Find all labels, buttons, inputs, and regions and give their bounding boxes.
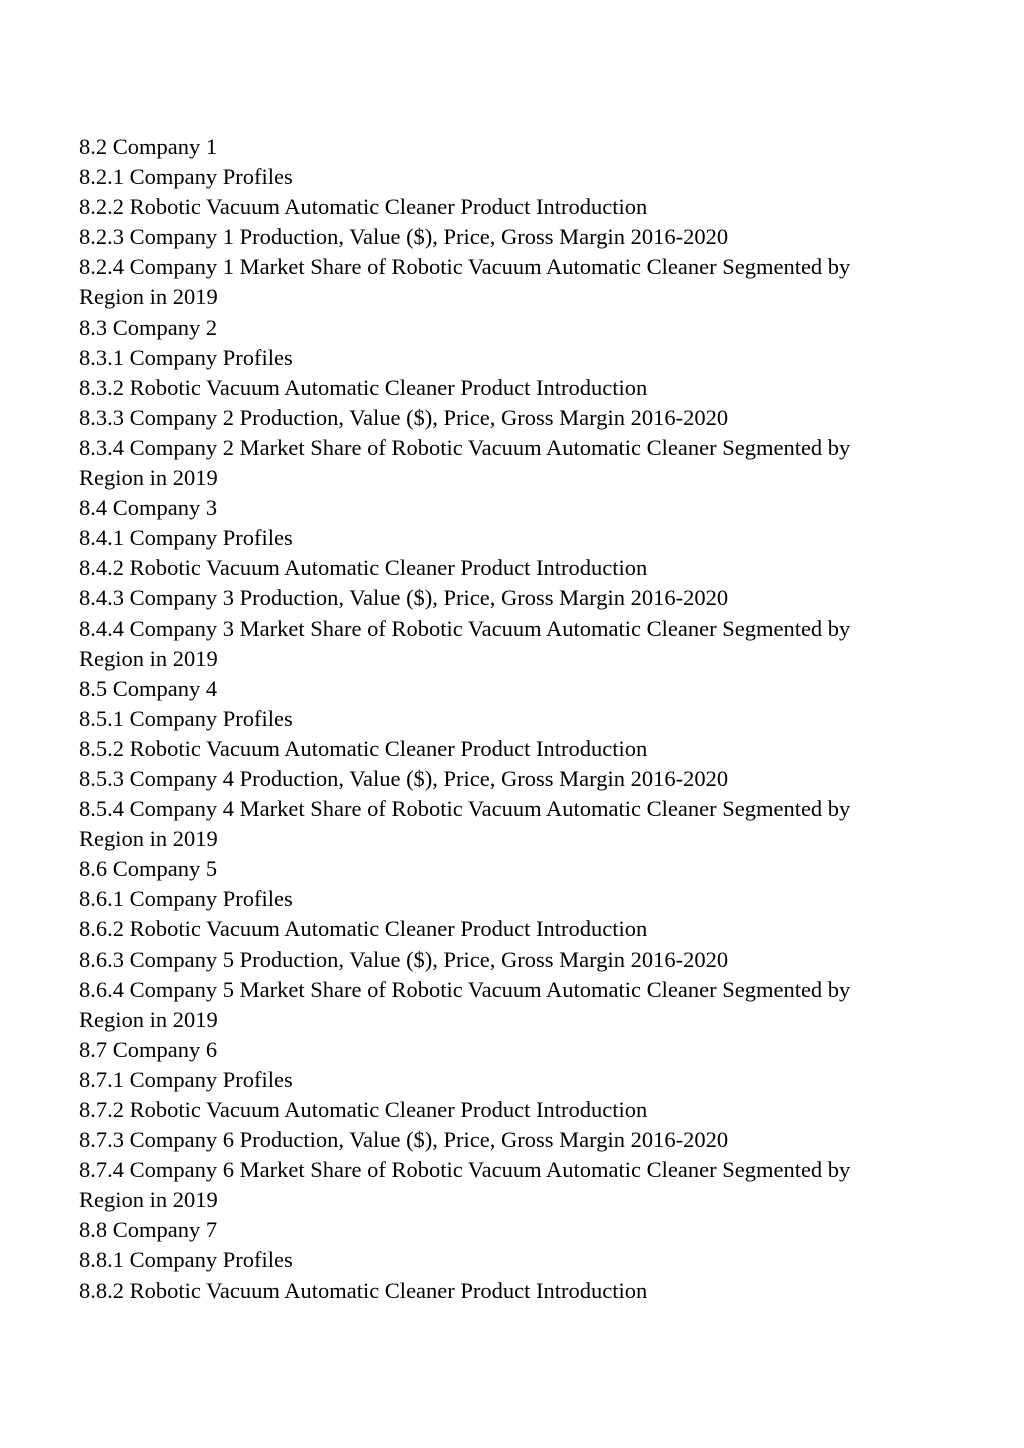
- toc-entry: 8.5.2 Robotic Vacuum Automatic Cleaner Product Introduction: [79, 735, 648, 761]
- toc-entry: 8.6.4 Company 5 Market Share of Robotic Vacuum Automatic Cleaner Segmented by: [79, 976, 851, 1002]
- toc-entry: 8.3.4 Company 2 Market Share of Robotic Vacuum Automatic Cleaner Segmented by: [79, 434, 851, 460]
- toc-entry-continuation: Region in 2019: [79, 1006, 218, 1032]
- toc-entry: 8.4 Company 3: [79, 495, 218, 521]
- toc-entry: 8.2.3 Company 1 Production, Value ($), Price, Gross Margin 2016-2020: [79, 224, 729, 250]
- toc-entry: 8.8.1 Company Profiles: [79, 1247, 293, 1273]
- toc-entry: 8.8.2 Robotic Vacuum Automatic Cleaner Product Introduction: [79, 1277, 648, 1303]
- toc-entry: 8.5.1 Company Profiles: [79, 705, 293, 731]
- toc-entry-continuation: Region in 2019: [79, 465, 218, 491]
- toc-entry: 8.6.3 Company 5 Production, Value ($), Price, Gross Margin 2016-2020: [79, 946, 729, 972]
- toc-entry: 8.4.1 Company Profiles: [79, 525, 293, 551]
- toc-entry: 8.3.3 Company 2 Production, Value ($), Price, Gross Margin 2016-2020: [79, 404, 729, 430]
- toc-entry-continuation: Region in 2019: [79, 1187, 218, 1213]
- toc-entry: 8.3.2 Robotic Vacuum Automatic Cleaner Product Introduction: [79, 374, 648, 400]
- toc-entry: 8.7.3 Company 6 Production, Value ($), Price, Gross Margin 2016-2020: [79, 1127, 729, 1153]
- toc-entry: 8.6 Company 5: [79, 856, 218, 882]
- toc-entry: 8.2.1 Company Profiles: [79, 164, 293, 190]
- toc-entry: 8.4.3 Company 3 Production, Value ($), Price, Gross Margin 2016-2020: [79, 585, 729, 611]
- toc-entry: 8.7 Company 6: [79, 1036, 218, 1062]
- toc-entry: 8.3.1 Company Profiles: [79, 344, 293, 370]
- toc-entry: 8.6.1 Company Profiles: [79, 886, 293, 912]
- toc-entry-continuation: Region in 2019: [79, 826, 218, 852]
- toc-entry: 8.7.4 Company 6 Market Share of Robotic Vacuum Automatic Cleaner Segmented by: [79, 1157, 851, 1183]
- toc-entry: 8.5.3 Company 4 Production, Value ($), Price, Gross Margin 2016-2020: [79, 765, 729, 791]
- table-of-contents: [79, 132, 939, 1306]
- toc-entry: 8.2 Company 1: [79, 134, 218, 159]
- toc-entry: 8.7.1 Company Profiles: [79, 1066, 293, 1092]
- toc-entry: 8.4.4 Company 3 Market Share of Robotic Vacuum Automatic Cleaner Segmented by: [79, 615, 851, 641]
- toc-entry: 8.7.2 Robotic Vacuum Automatic Cleaner Product Introduction: [79, 1097, 648, 1122]
- toc-entry: 8.2.2 Robotic Vacuum Automatic Cleaner Product Introduction: [79, 194, 648, 220]
- toc-entry: 8.3 Company 2: [79, 314, 218, 340]
- toc-entry-continuation: Region in 2019: [79, 284, 218, 310]
- toc-entry: 8.4.2 Robotic Vacuum Automatic Cleaner Product Introduction: [79, 555, 648, 581]
- toc-entry: 8.5 Company 4: [79, 675, 218, 701]
- toc-entry: 8.8 Company 7: [79, 1217, 218, 1243]
- toc-entry-continuation: Region in 2019: [79, 645, 218, 671]
- toc-entry: 8.5.4 Company 4 Market Share of Robotic Vacuum Automatic Cleaner Segmented by: [79, 796, 851, 822]
- toc-entry: 8.6.2 Robotic Vacuum Automatic Cleaner Product Introduction: [79, 916, 648, 942]
- toc-entry: 8.2.4 Company 1 Market Share of Robotic Vacuum Automatic Cleaner Segmented by: [79, 254, 851, 280]
